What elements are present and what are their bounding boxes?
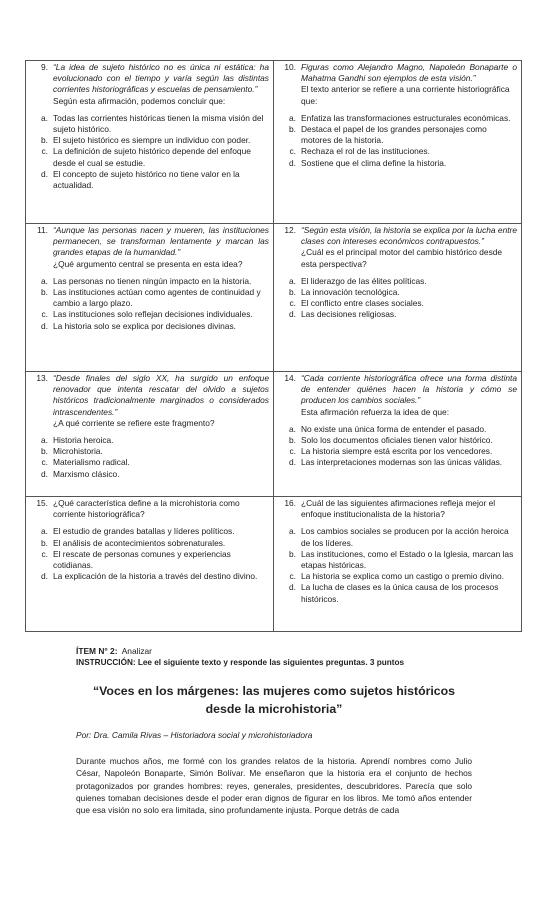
question-quote: Figuras como Alejandro Magno, Napoleón Bonaparte o Mahatma Gandhi son ejemplos de esta visión.” <box>301 62 517 84</box>
question-quote: “Según esta visión, la historia se explica por la lucha entre clases con intereses económicos contrapuestos.” <box>301 225 518 247</box>
option-letter: b. <box>289 124 296 135</box>
answer-option[interactable] <box>30 287 269 309</box>
option-letter: b. <box>41 537 48 548</box>
question-row <box>26 497 522 632</box>
question-header <box>278 62 517 107</box>
question-cell <box>26 61 274 224</box>
question-number: 16. <box>284 498 296 508</box>
option-letter: d. <box>289 309 296 320</box>
option-text: El rescate de personas comunes y experiencias cotidianas. <box>53 548 231 571</box>
option-text: Las instituciones, como el Estado o la Iglesia, marcan las etapas históricas. <box>301 548 514 571</box>
option-letter: d. <box>289 157 296 168</box>
question-prompt: ¿Cuál es el principal motor del cambio histórico desde esta perspectiva? <box>301 247 503 269</box>
option-text: Las decisiones religiosas. <box>301 309 397 320</box>
option-text: No existe una única forma de entender el pasado. <box>301 423 487 434</box>
answer-option[interactable] <box>278 113 517 124</box>
option-letter: d. <box>41 468 48 479</box>
question-prompt: ¿A qué corriente se refiere este fragmento? <box>53 417 215 428</box>
answer-option[interactable] <box>30 538 269 549</box>
option-letter: c. <box>289 571 296 582</box>
option-text: Destaca el papel de los grandes personajes como motores de la historia. <box>301 124 487 146</box>
answer-option[interactable] <box>278 298 517 309</box>
option-text: Marxismo clásico. <box>53 468 120 479</box>
question-prompt: Esta afirmación refuerza la idea de que: <box>301 406 450 417</box>
answer-option[interactable] <box>30 146 269 168</box>
option-text: El liderazgo de las élites políticas. <box>301 275 427 286</box>
option-text: El sujeto histórico es siempre un individuo con poder. <box>53 135 251 146</box>
questions-table <box>25 60 522 632</box>
option-text: El análisis de acontecimientos sobrenaturales. <box>53 537 226 548</box>
answer-option[interactable] <box>30 309 269 320</box>
question-header <box>30 225 269 270</box>
option-text: El concepto de sujeto histórico no tiene valor en la actualidad. <box>53 168 240 191</box>
option-letter: d. <box>41 320 48 331</box>
question-body <box>53 62 269 107</box>
answer-option[interactable] <box>278 526 517 548</box>
question-row <box>26 224 522 372</box>
question-cell <box>26 224 274 372</box>
question-number: 11. <box>36 225 48 235</box>
answer-option[interactable] <box>30 571 269 582</box>
question-header <box>30 498 269 520</box>
option-letter: c. <box>289 146 296 157</box>
answer-option[interactable] <box>278 446 517 457</box>
instruction: INSTRUCCIÓN: Lee el siguiente texto y responde las siguientes preguntas. 3 puntos <box>76 658 405 667</box>
option-text: La definición de sujeto histórico depende del enfoque desde el cual se estudie. <box>53 146 251 168</box>
question-row <box>26 61 522 224</box>
option-letter: c. <box>41 309 48 320</box>
option-text: Las instituciones actúan como agentes de continuidad y cambio a largo plazo. <box>53 287 261 309</box>
answer-option[interactable] <box>30 469 269 480</box>
answer-option[interactable] <box>278 146 517 157</box>
question-quote: “Aunque las personas nacen y mueren, las instituciones permanecen, se transforman lentamente y marcan las grandes etapas de la humanidad.” <box>53 225 269 258</box>
question-quote: “Desde finales del siglo XX, ha surgido un enfoque renovador que intenta rescatar del olvido a sujetos históricos tradicionalmente marginados o considerados intrascendentes.” <box>53 373 269 417</box>
question-body <box>301 373 517 418</box>
question-header <box>30 373 269 429</box>
option-text: Los cambios sociales se producen por la acción heroica de los líderes. <box>301 526 509 548</box>
item-value: Analizar <box>121 646 152 656</box>
option-letter: a. <box>289 112 296 123</box>
answer-option[interactable] <box>30 526 269 537</box>
item-heading <box>76 646 152 657</box>
option-letter: a. <box>41 526 48 537</box>
question-number: 15. <box>36 498 48 508</box>
question-prompt: Según esta afirmación, podemos concluir que: <box>53 95 226 106</box>
option-text: Microhistoria. <box>53 446 103 457</box>
answer-option[interactable] <box>278 424 517 435</box>
option-letter: c. <box>41 457 48 468</box>
question-body <box>53 373 269 429</box>
option-letter: c. <box>289 298 296 309</box>
question-prompt: El texto anterior se refiere a una corriente historiográfica que: <box>301 84 510 106</box>
question-header <box>278 373 517 418</box>
question-cell <box>274 61 522 224</box>
option-text: Historia heroica. <box>53 435 114 446</box>
option-text: Todas las corrientes históricas tienen la misma visión del sujeto histórico. <box>53 112 264 135</box>
answer-option[interactable] <box>30 549 269 571</box>
option-letter: a. <box>289 526 296 537</box>
answer-option[interactable] <box>30 135 269 146</box>
option-text: Las interpretaciones modernas son las únicas válidas. <box>301 457 503 468</box>
article-author: Por: Dra. Camila Rivas – Historiadora social y microhistoriadora <box>76 730 313 740</box>
option-text: La historia solo se explica por decisiones divinas. <box>53 320 236 331</box>
option-text: Las personas no tienen ningún impacto en la historia. <box>53 275 252 286</box>
option-letter: d. <box>41 571 48 582</box>
option-letter: a. <box>41 435 48 446</box>
item-label: ÍTEM N° 2: <box>76 646 118 656</box>
answer-option[interactable] <box>30 276 269 287</box>
question-cell <box>26 372 274 497</box>
article-title: “Voces en los márgenes: las mujeres como sujetos históricos desde la microhistoria” <box>93 684 455 716</box>
answer-option[interactable] <box>30 169 269 191</box>
question-number: 10. <box>284 62 296 72</box>
option-text: El estudio de grandes batallas y líderes políticos. <box>53 526 235 537</box>
option-text: Rechaza el rol de las instituciones. <box>301 146 430 157</box>
option-letter: b. <box>41 287 48 298</box>
question-prompt: ¿Cuál de las siguientes afirmaciones refleja mejor el enfoque institucionalista de la historia? <box>301 498 496 520</box>
answer-option[interactable] <box>278 549 517 571</box>
option-letter: c. <box>289 446 296 457</box>
answer-option[interactable] <box>30 435 269 446</box>
question-header <box>278 225 517 270</box>
question-quote: “Cada corriente historiográfica ofrece una forma distinta de entender quiénes hacen la historia y cómo se producen los cambios sociales.” <box>301 373 517 406</box>
option-letter: d. <box>41 168 48 179</box>
question-body <box>301 498 517 520</box>
answer-option[interactable] <box>278 582 517 604</box>
option-letter: b. <box>289 548 296 559</box>
answer-option[interactable] <box>30 321 269 332</box>
question-number: 14. <box>284 373 296 383</box>
answer-option[interactable] <box>278 309 517 320</box>
question-cell <box>274 372 522 497</box>
option-text: La explicación de la historia a través del destino divino. <box>53 571 258 582</box>
answer-option[interactable] <box>278 435 517 446</box>
option-text: La innovación tecnológica. <box>301 287 400 298</box>
option-letter: b. <box>289 435 296 446</box>
question-number: 13. <box>36 373 48 383</box>
option-text: La historia se explica como un castigo o premio divino. <box>301 571 504 582</box>
option-letter: b. <box>41 446 48 457</box>
option-letter: a. <box>289 275 296 286</box>
option-text: Enfatiza las transformaciones estructurales económicas. <box>301 112 511 123</box>
option-letter: d. <box>289 457 296 468</box>
article-body: Durante muchos años, me formé con los grandes relatos de la historia. Aprendí nombres como Julio César, Napoleón Bonaparte, Simón Bolívar. Me enseñaron que la historia era el conjunto de hechos protagonizados por grandes hombres: reyes, generales, presidentes, descubridores. Parecía que solo quienes tomaban decisiones desde el poder eran dignos de figurar en los libros. Me tomó años entender que esa visión no solo era limitada, sino profundamente injusta. Porque detrás de cada <box>76 756 472 816</box>
option-text: Sostiene que el clima define la historia. <box>301 157 447 168</box>
answer-option[interactable] <box>278 571 517 582</box>
option-letter: c. <box>41 146 48 157</box>
option-text: La historia siempre está escrita por los vencedores. <box>301 446 493 457</box>
option-text: Las instituciones solo reflejan decisiones individuales. <box>53 309 253 320</box>
option-letter: a. <box>41 112 48 123</box>
question-cell <box>274 497 522 632</box>
option-letter: b. <box>41 135 48 146</box>
question-row <box>26 372 522 497</box>
question-cell <box>274 224 522 372</box>
option-text: La lucha de clases es la única causa de los procesos históricos. <box>301 582 499 604</box>
question-body <box>53 225 269 270</box>
question-number: 9. <box>41 62 48 72</box>
option-letter: d. <box>289 582 296 593</box>
answer-option[interactable] <box>278 287 517 298</box>
answer-option[interactable] <box>278 276 517 287</box>
question-prompt: ¿Qué característica define a la microhistoria como corriente historiográfica? <box>53 498 240 520</box>
question-number: 12. <box>284 225 296 235</box>
option-letter: a. <box>289 423 296 434</box>
question-body <box>301 225 517 270</box>
question-header <box>30 62 269 107</box>
question-cell <box>26 497 274 632</box>
option-letter: a. <box>41 275 48 286</box>
question-header <box>278 498 517 520</box>
answer-option[interactable] <box>30 446 269 457</box>
option-text: Solo los documentos oficiales tienen valor histórico. <box>301 435 493 446</box>
option-letter: b. <box>289 287 296 298</box>
answer-option[interactable] <box>30 113 269 135</box>
option-text: El conflicto entre clases sociales. <box>301 298 424 309</box>
answer-option[interactable] <box>278 124 517 146</box>
option-letter: c. <box>41 548 48 559</box>
question-body <box>53 498 269 520</box>
question-prompt: ¿Qué argumento central se presenta en esta idea? <box>53 258 243 269</box>
answer-option[interactable] <box>30 457 269 468</box>
answer-option[interactable] <box>278 158 517 169</box>
question-quote: “La idea de sujeto histórico no es única ni estática: ha evolucionado con el tiempo y varía según las distintas corrientes historiográficas y escuelas de pensamiento.” <box>53 62 269 95</box>
option-text: Materialismo radical. <box>53 457 130 468</box>
answer-option[interactable] <box>278 457 517 468</box>
question-body <box>301 62 517 107</box>
